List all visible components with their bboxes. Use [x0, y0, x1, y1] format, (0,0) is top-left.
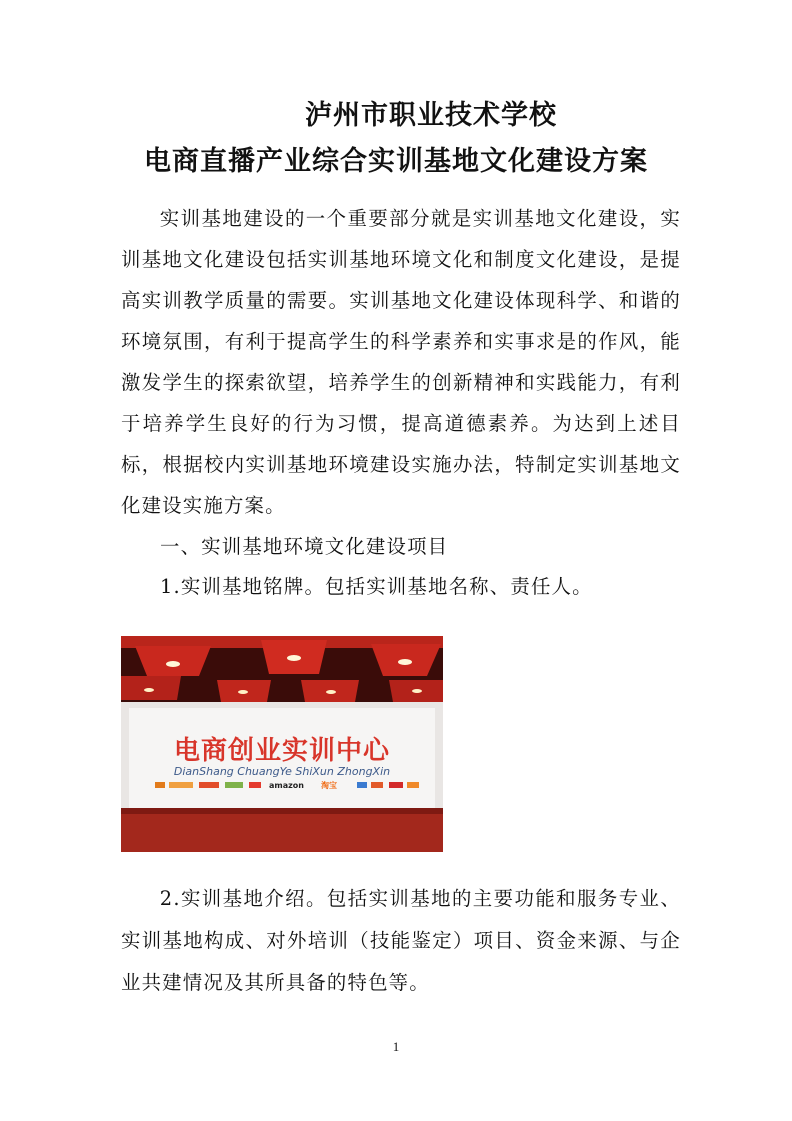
- sign-title: 电商创业实训中心: [173, 736, 391, 766]
- list-item-nameplate: 1.实训基地铭牌。包括实训基地名称、责任人。: [160, 575, 593, 598]
- list-item-introduction: 2.实训基地介绍。包括实训基地的主要功能和服务专业、实训基地构成、对外培训（技能鉴定）项目、资金来源、与企业共建情况及其所具备的特色等。: [121, 887, 681, 994]
- intro-text: 实训基地建设的一个重要部分就是实训基地文化建设，实训基地文化建设包括实训基地环境文化和制度文化建设，是提高实训教学质量的需要。实训基地文化建设体现科学、和谐的环境氛围，有利于提高学生的科学素养和实事求是的作风，能激发学生的探索欲望，培养学生的创新精神和实践能力，有利于培养学生良好的行为习惯，提高道德素养。为达到上述目标，根据校内实训基地环境建设实施办法，特制定实训基地文化建设实施方案。: [121, 207, 681, 517]
- amazon-logo: amazon: [269, 781, 304, 790]
- taobao-logo: 淘宝: [321, 781, 337, 790]
- training-center-photo: [121, 636, 443, 852]
- intro-paragraph: [121, 198, 681, 526]
- page-number: 1: [392, 1039, 400, 1054]
- document-title-plan: 电商直播产业综合实训基地文化建设方案: [144, 146, 648, 177]
- document-title-school: 泸州市职业技术学校: [305, 100, 557, 131]
- sign-pinyin: DianShang ChuangYe ShiXun ZhongXin: [173, 765, 391, 778]
- section-heading: 一、实训基地环境文化建设项目: [160, 535, 449, 558]
